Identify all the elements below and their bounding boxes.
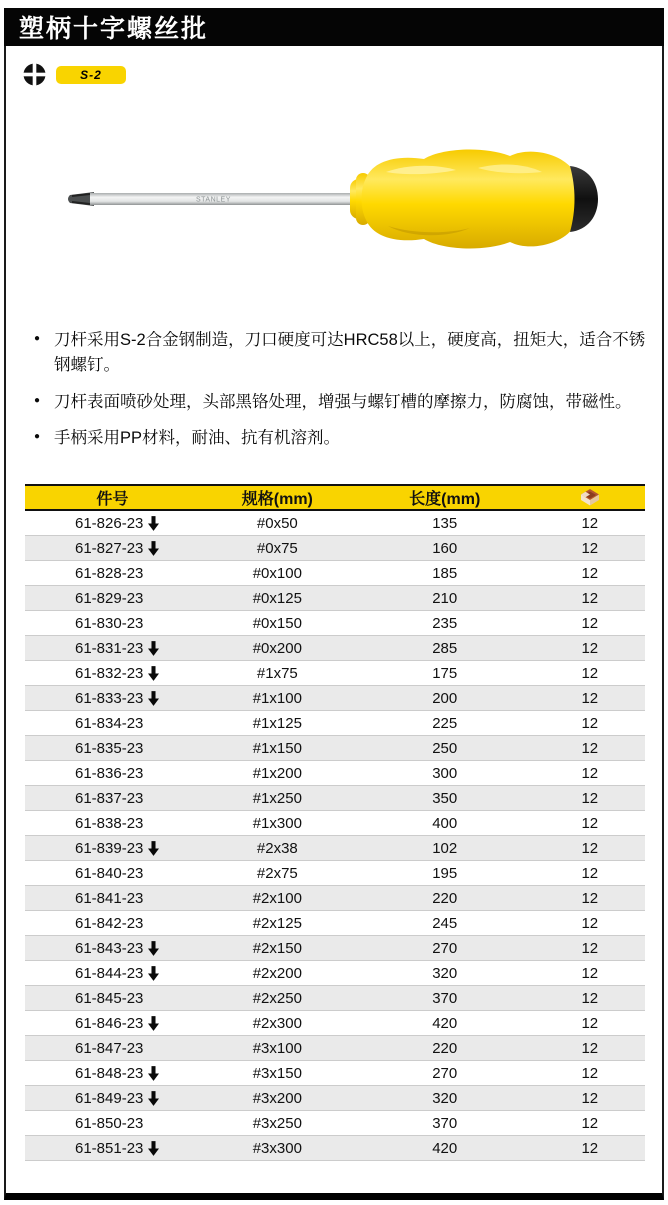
qty-value: 12	[581, 964, 599, 982]
feature-item: ● 刀杆采用S-2合金钢制造，刀口硬度可达HRC58以上，硬度高，扭矩大，适合不锈钢螺钉。	[34, 328, 646, 378]
length-value: 195	[432, 864, 458, 882]
col-header-qty	[535, 488, 645, 507]
screwdriver-image	[68, 138, 600, 264]
table-row	[25, 511, 645, 536]
table-row	[25, 661, 645, 686]
qty-value: 12	[581, 714, 599, 732]
length-value: 200	[432, 689, 458, 707]
length-value: 420	[432, 1014, 458, 1032]
table-row	[25, 1011, 645, 1036]
catalog-page	[4, 8, 664, 1200]
part-number: 61-830-23	[75, 614, 144, 632]
part-number: 61-842-23	[75, 914, 144, 932]
spec-value: #2x100	[252, 889, 302, 907]
spec-value: #3x150	[252, 1064, 302, 1082]
part-number: 61-832-23	[75, 664, 144, 682]
length-value: 160	[432, 539, 458, 557]
part-number: 61-839-23	[75, 839, 144, 857]
table-row	[25, 736, 645, 761]
length-value: 320	[432, 964, 458, 982]
length-value: 245	[432, 914, 458, 932]
down-arrow-icon	[148, 841, 159, 856]
part-number: 61-838-23	[75, 814, 144, 832]
length-value: 350	[432, 789, 458, 807]
down-arrow-icon	[148, 941, 159, 956]
length-value: 235	[432, 614, 458, 632]
qty-value: 12	[581, 764, 599, 782]
shaft-brand-text: STANLEY	[196, 196, 231, 204]
down-arrow-icon	[148, 1066, 159, 1081]
qty-value: 12	[581, 864, 599, 882]
part-number: 61-850-23	[75, 1114, 144, 1132]
part-number: 61-835-23	[75, 739, 144, 757]
qty-value: 12	[581, 989, 599, 1007]
qty-value: 12	[581, 1139, 599, 1157]
spec-table	[25, 484, 645, 1161]
spec-value: #1x100	[252, 689, 302, 707]
spec-value: #0x75	[256, 539, 298, 557]
spec-value: #2x300	[252, 1014, 302, 1032]
qty-value: 12	[581, 689, 599, 707]
length-value: 285	[432, 639, 458, 657]
length-value: 320	[432, 1089, 458, 1107]
part-number: 61-826-23	[75, 514, 144, 532]
part-number: 61-833-23	[75, 689, 144, 707]
table-row	[25, 761, 645, 786]
spec-value: #0x150	[252, 614, 302, 632]
qty-value: 12	[581, 514, 599, 532]
spec-value: #3x200	[252, 1089, 302, 1107]
table-row	[25, 961, 645, 986]
part-number: 61-828-23	[75, 564, 144, 582]
down-arrow-icon	[148, 1141, 159, 1156]
table-row	[25, 1036, 645, 1061]
qty-value: 12	[581, 1064, 599, 1082]
length-value: 175	[432, 664, 458, 682]
qty-value: 12	[581, 614, 599, 632]
tip-and-material-row	[23, 63, 126, 86]
length-value: 400	[432, 814, 458, 832]
table-row	[25, 586, 645, 611]
part-number: 61-844-23	[75, 964, 144, 982]
spec-value: #1x75	[256, 664, 298, 682]
spec-value: #0x50	[256, 514, 298, 532]
feature-list	[34, 328, 646, 463]
qty-value: 12	[581, 939, 599, 957]
spec-value: #2x125	[252, 914, 302, 932]
table-row	[25, 1136, 645, 1161]
length-value: 220	[432, 1039, 458, 1057]
qty-value: 12	[581, 1014, 599, 1032]
feature-item: ● 刀杆表面喷砂处理，头部黑铬处理，增强与螺钉槽的摩擦力，防腐蚀，带磁性。	[34, 390, 646, 415]
table-row	[25, 636, 645, 661]
qty-value: 12	[581, 789, 599, 807]
part-number: 61-845-23	[75, 989, 144, 1007]
content-panel	[4, 46, 664, 1200]
qty-value: 12	[581, 1114, 599, 1132]
part-number: 61-829-23	[75, 589, 144, 607]
part-number: 61-834-23	[75, 714, 144, 732]
part-number: 61-843-23	[75, 939, 144, 957]
feature-item: ● 手柄采用PP材料，耐油、抗有机溶剂。	[34, 426, 646, 451]
qty-value: 12	[581, 739, 599, 757]
spec-value: #3x250	[252, 1114, 302, 1132]
table-row	[25, 911, 645, 936]
qty-value: 12	[581, 1089, 599, 1107]
spec-value: #0x200	[252, 639, 302, 657]
down-arrow-icon	[148, 966, 159, 981]
table-row	[25, 1061, 645, 1086]
spec-value: #1x150	[252, 739, 302, 757]
spec-value: #2x200	[252, 964, 302, 982]
spec-value: #2x150	[252, 939, 302, 957]
part-number: 61-841-23	[75, 889, 144, 907]
down-arrow-icon	[148, 1091, 159, 1106]
phillips-icon	[23, 63, 46, 86]
part-number: 61-840-23	[75, 864, 144, 882]
part-number: 61-851-23	[75, 1139, 144, 1157]
qty-value: 12	[581, 639, 599, 657]
table-row	[25, 611, 645, 636]
length-value: 370	[432, 1114, 458, 1132]
qty-value: 12	[581, 539, 599, 557]
length-value: 225	[432, 714, 458, 732]
part-number: 61-846-23	[75, 1014, 144, 1032]
length-value: 300	[432, 764, 458, 782]
carton-icon	[578, 488, 602, 507]
qty-value: 12	[581, 889, 599, 907]
down-arrow-icon	[148, 541, 159, 556]
length-value: 185	[432, 564, 458, 582]
length-value: 250	[432, 739, 458, 757]
spec-value: #0x100	[252, 564, 302, 582]
col-header-spec: 规格(mm)	[241, 491, 313, 508]
qty-value: 12	[581, 1039, 599, 1057]
table-row	[25, 886, 645, 911]
table-row	[25, 711, 645, 736]
spec-value: #1x250	[252, 789, 302, 807]
length-value: 370	[432, 989, 458, 1007]
table-row	[25, 836, 645, 861]
material-badge: S-2	[56, 66, 126, 84]
length-value: 210	[432, 589, 458, 607]
table-row	[25, 936, 645, 961]
down-arrow-icon	[148, 516, 159, 531]
spec-value: #3x100	[252, 1039, 302, 1057]
table-row	[25, 811, 645, 836]
part-number: 61-827-23	[75, 539, 144, 557]
down-arrow-icon	[148, 666, 159, 681]
spec-value: #2x250	[252, 989, 302, 1007]
table-row	[25, 986, 645, 1011]
length-value: 270	[432, 939, 458, 957]
part-number: 61-848-23	[75, 1064, 144, 1082]
part-number: 61-849-23	[75, 1089, 144, 1107]
part-number: 61-847-23	[75, 1039, 144, 1057]
length-value: 420	[432, 1139, 458, 1157]
table-row	[25, 786, 645, 811]
title-bar	[4, 8, 664, 46]
col-header-part: 件号	[96, 491, 129, 508]
col-header-length: 长度(mm)	[409, 491, 481, 508]
table-header-row	[25, 484, 645, 511]
spec-value: #2x38	[256, 839, 298, 857]
part-number: 61-837-23	[75, 789, 144, 807]
spec-value: #3x300	[252, 1139, 302, 1157]
part-number: 61-831-23	[75, 639, 144, 657]
table-row	[25, 686, 645, 711]
length-value: 270	[432, 1064, 458, 1082]
spec-value: #1x200	[252, 764, 302, 782]
table-row	[25, 861, 645, 886]
down-arrow-icon	[148, 691, 159, 706]
spec-value: #2x75	[256, 864, 298, 882]
spec-value: #1x125	[252, 714, 302, 732]
qty-value: 12	[581, 839, 599, 857]
spec-value: #0x125	[252, 589, 302, 607]
length-value: 135	[432, 514, 458, 532]
driver-handle	[362, 150, 579, 249]
down-arrow-icon	[148, 1016, 159, 1031]
table-row	[25, 1111, 645, 1136]
qty-value: 12	[581, 914, 599, 932]
table-body	[25, 511, 645, 1161]
spec-value: #1x300	[252, 814, 302, 832]
length-value: 102	[432, 839, 458, 857]
down-arrow-icon	[148, 641, 159, 656]
page-title: 塑柄十字螺丝批	[19, 15, 209, 43]
qty-value: 12	[581, 564, 599, 582]
qty-value: 12	[581, 814, 599, 832]
qty-value: 12	[581, 664, 599, 682]
length-value: 220	[432, 889, 458, 907]
table-row	[25, 536, 645, 561]
table-row	[25, 1086, 645, 1111]
qty-value: 12	[581, 589, 599, 607]
part-number: 61-836-23	[75, 764, 144, 782]
table-row	[25, 561, 645, 586]
